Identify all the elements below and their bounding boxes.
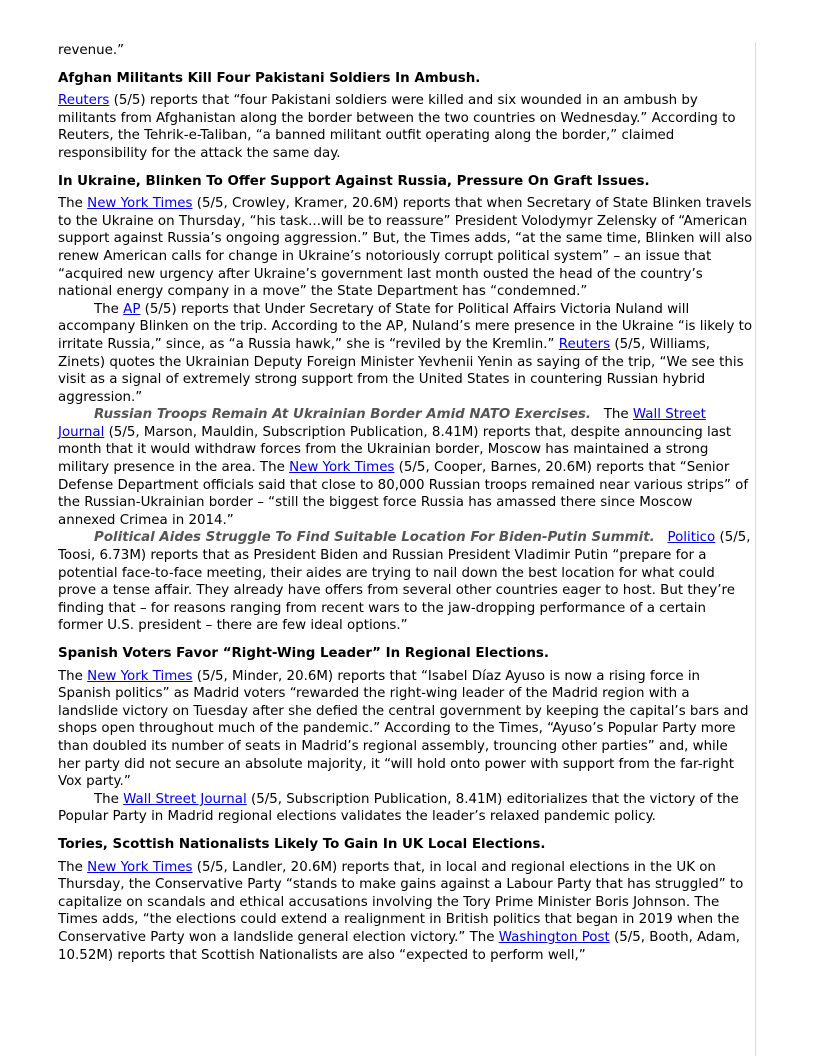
source-link[interactable]: Wall Street Journal: [123, 791, 247, 807]
source-link[interactable]: Washington Post: [498, 929, 610, 945]
story-paragraph: Russian Troops Remain At Ukrainian Border Amid NATO Exercises. The Wall Street Journal (5/5, Marson, Mauldin, Subscription Publication, 8.41M) reports that, despite announcing last month that it would withdraw forces from the Ukrainian border, Moscow has maintained a strong military presence in the area. The New York Times (5/5, Cooper, Barnes, 20.6M) reports that “Senior Defense Department officials said that close to 80,000 Russian troops remained near various strips” of the Russian-Ukrainian border – “still the biggest force Russia has amassed there since Moscow annexed Crimea in 2014.”: [58, 407, 749, 528]
story-paragraph: The Wall Street Journal (5/5, Subscription Publication, 8.41M) editorializes that the victory of the Popular Party in Madrid regional elections validates the leader’s relaxed pandemic policy.: [58, 791, 739, 825]
source-link[interactable]: New York Times: [87, 859, 193, 875]
story-subhead: Russian Troops Remain At Ukrainian Border Amid NATO Exercises.: [94, 407, 591, 423]
source-link[interactable]: Reuters: [58, 93, 110, 109]
story-headline: In Ukraine, Blinken To Offer Support Against Russia, Pressure On Graft Issues.: [58, 173, 650, 189]
story-paragraph: The New York Times (5/5, Minder, 20.6M) reports that “Isabel Díaz Ayuso is now a rising force in Spanish politics” as Madrid voters “rewarded the right-wing leader of the Madrid region with a landslide victory on Tuesday after she defied the central government by keeping the capital’s bars and shops open throughout much of the pandemic.” According to the Times, “Ayuso’s Popular Party more than doubled its number of seats in Madrid’s regional assembly, trouncing other parties” and, while her party did not secure an absolute majority, it “will hold onto power with support from the far-right Vox party.”: [58, 668, 749, 790]
story-paragraph: The New York Times (5/5, Crowley, Kramer, 20.6M) reports that when Secretary of State Blinken travels to the Ukraine on Thursday, “his task...will be to reassure” President Volodymyr Zelensky of “American support against Russia’s ongoing aggression.” But, the Times adds, “at the same time, Blinken will also renew American calls for change in Ukraine’s notoriously corrupt political system” – an issue that “acquired new urgency after Ukraine’s government last month ousted the head of the country’s national energy company in a move” the State Department has “condemned.”: [58, 196, 753, 300]
story-headline: Spanish Voters Favor “Right-Wing Leader” In Regional Elections.: [58, 646, 549, 661]
source-link[interactable]: Politico: [667, 530, 716, 546]
story-paragraph: The New York Times (5/5, Landler, 20.6M) reports that, in local and regional elections in the UK on Thursday, the Conservative Party “stands to make gains against a Labour Party that has struggled” to capitalize on scandals and ethical accusations involving the Tory Prime Minister Boris Johnson. The Times adds, “the elections could extend a realignment in British politics that began in 2019 when the Conservative Party won a landslide general election victory.” The Washington Post (5/5, Booth, Adam, 10.52M) reports that Scottish Nationalists are also “expected to perform well,”: [58, 859, 744, 963]
source-link[interactable]: New York Times: [87, 668, 193, 684]
source-link[interactable]: New York Times: [87, 196, 193, 212]
story-headline: Afghan Militants Kill Four Pakistani Soldiers In Ambush.: [58, 70, 481, 86]
source-link[interactable]: New York Times: [289, 460, 395, 476]
story-headline: Tories, Scottish Nationalists Likely To Gain In UK Local Elections.: [58, 836, 546, 852]
story-ukraine-blinken: [58, 173, 753, 635]
source-link[interactable]: Reuters: [558, 336, 611, 352]
intro-tail: revenue.”: [58, 43, 125, 58]
story-uk-elections: [58, 836, 753, 964]
story-paragraph: Political Aides Struggle To Find Suitable Location For Biden-Putin Summit. Politico (5/5, Toosi, 6.73M) reports that as President Biden and Russian President Vladimir Putin “prepare for a potential face-to-face meeting, their aides are trying to nail down the best location for what could prove a tense affair. They already have offers from several other countries eager to host. But they’re finding that – for reasons ranging from recent wars to the jaw-dropping performance of a certain former U.S. president – there are few ideal options.”: [58, 530, 751, 634]
story-paragraph: Reuters (5/5) reports that “four Pakistani soldiers were killed and six wounded in an ambush by militants from Afghanistan along the border between the two countries on Wednesday.” According to Reuters, the Tehrik-e-Taliban, “a banned militant outfit operating along the border,” claimed responsibility for the attack the same day.: [58, 93, 736, 161]
source-link[interactable]: Wall Street Journal: [58, 407, 706, 440]
story-spanish-voters: [58, 645, 753, 826]
story-afghan-militants: [58, 70, 753, 163]
story-paragraph: The AP (5/5) reports that Under Secretary of State for Political Affairs Victoria Nuland will accompany Blinken on the trip. According to the AP, Nuland’s mere presence in the Ukraine “is likely to irritate Russia,” since, as “a Russia hawk,” she is “reviled by the Kremlin.” Reuters (5/5, Williams, Zinets) quotes the Ukrainian Deputy Foreign Minister Yevhenii Yenin as saying of the trip, “We see this visit as a signal of extremely strong support from the United States in countering Russian hybrid aggression.”: [58, 301, 753, 405]
newsletter-page: [58, 42, 756, 1056]
source-link[interactable]: AP: [123, 301, 141, 317]
story-subhead: Political Aides Struggle To Find Suitable Location For Biden-Putin Summit.: [94, 530, 655, 546]
article-body: [58, 42, 753, 964]
